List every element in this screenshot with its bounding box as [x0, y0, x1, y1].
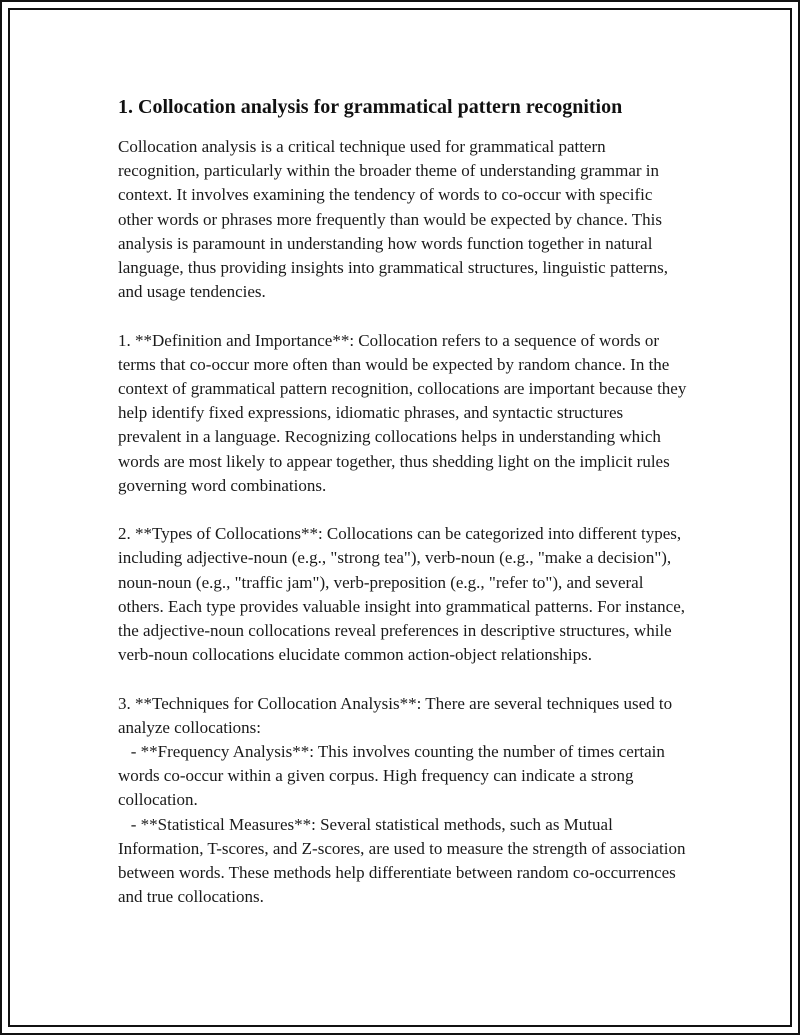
paragraph-spacer — [118, 498, 688, 522]
intro-paragraph: Collocation analysis is a critical technique used for grammatical pattern recognition, particularly within the broader theme of understanding grammar in context. It involves examining the tendency of words to co-occur with specific other words or phrases more frequently than would be expected by chance. This analysis is paramount in understanding how words function together in natural language, thus providing insights into grammatical structures, linguistic patterns, and usage tendencies. — [118, 137, 673, 302]
statistical-measures-item: - **Statistical Measures**: Several statistical methods, such as Mutual Information, T-scores, and Z-scores, are used to measure the strength of association between words. These methods help differentiate between random co-occurrences and true collocations. — [118, 814, 690, 907]
techniques-paragraph: 3. **Techniques for Collocation Analysis**: There are several techniques used to analyze collocations: — [118, 693, 677, 737]
section-heading: 1. Collocation analysis for grammatical pattern recognition — [118, 96, 623, 118]
frequency-analysis-item: - **Frequency Analysis**: This involves counting the number of times certain words co-occur within a given corpus. High frequency can indicate a strong collocation. — [118, 742, 670, 810]
definition-paragraph: 1. **Definition and Importance**: Collocation refers to a sequence of words or terms that co-occur more often than would be expected by random chance. In the context of grammatical pattern recognition, collocations are important because they help identify fixed expressions, idiomatic phrases, and syntactic structures prevalent in a language. Recognizing collocations helps in understanding which words are most likely to appear together, thus shedding light on the implicit rules governing word combinations. — [118, 330, 691, 495]
document-body — [118, 93, 691, 909]
paragraph-spacer — [118, 304, 688, 328]
paragraph-spacer — [118, 667, 688, 691]
types-paragraph: 2. **Types of Collocations**: Collocations can be categorized into different types, including adjective-noun (e.g., "strong tea"), verb-noun (e.g., "make a decision"), noun-noun (e.g., "traffic jam"), verb-preposition (e.g., "refer to"), and several others. Each type provides valuable insight into grammatical patterns. For instance, the adjective-noun collocations reveal preferences in descriptive structures, while verb-noun collocations elucidate common action-object relationships. — [118, 524, 690, 665]
